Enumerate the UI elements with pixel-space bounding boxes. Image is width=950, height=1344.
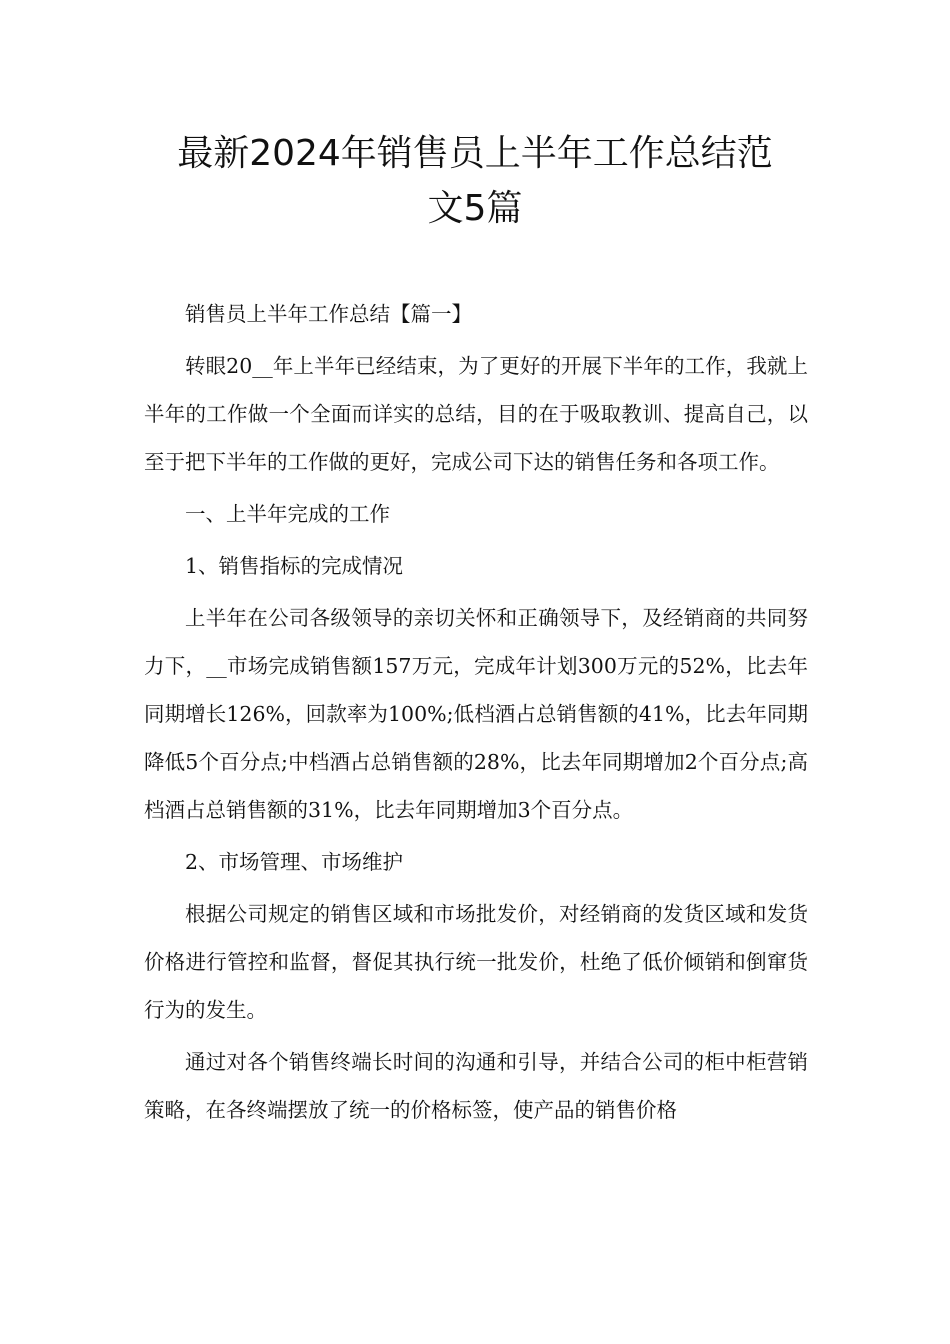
paragraph: 根据公司规定的销售区域和市场批发价，对经销商的发货区域和发货价格进行管控和监督，督促其执行统一批发价，杜绝了低价倾销和倒窜货行为的发生。 xyxy=(144,902,808,1022)
section-heading: 一、上半年完成的工作 xyxy=(185,502,390,526)
document-body xyxy=(144,290,808,1138)
paragraph: 上半年在公司各级领导的亲切关怀和正确领导下，及经销商的共同努力下，__市场完成销售额157万元，完成年计划300万元的52%，比去年同期增长126%，回款率为100%;低档酒占总销售额的41%，比去年同期降低5个百分点;中档酒占总销售额的28%，比去年同期增加2个百分点;高档酒占总销售额的31%，比去年同期增加3个百分点。 xyxy=(144,606,808,822)
document-title-line-2: 文5篇 xyxy=(427,188,523,229)
subsection-heading: 1、销售指标的完成情况 xyxy=(185,554,404,578)
subsection-heading: 2、市场管理、市场维护 xyxy=(185,850,404,874)
paragraph: 通过对各个销售终端长时间的沟通和引导，并结合公司的柜中柜营销策略，在各终端摆放了统一的价格标签，使产品的销售价格 xyxy=(144,1050,808,1122)
paragraph: 转眼20__年上半年已经结束，为了更好的开展下半年的工作，我就上半年的工作做一个全面而详实的总结，目的在于吸取教训、提高自己，以至于把下半年的工作做的更好，完成公司下达的销售任务和各项工作。 xyxy=(144,354,808,474)
document-title-line-1: 最新2024年销售员上半年工作总结范 xyxy=(177,133,773,174)
section-heading: 销售员上半年工作总结【篇一】 xyxy=(185,302,472,326)
